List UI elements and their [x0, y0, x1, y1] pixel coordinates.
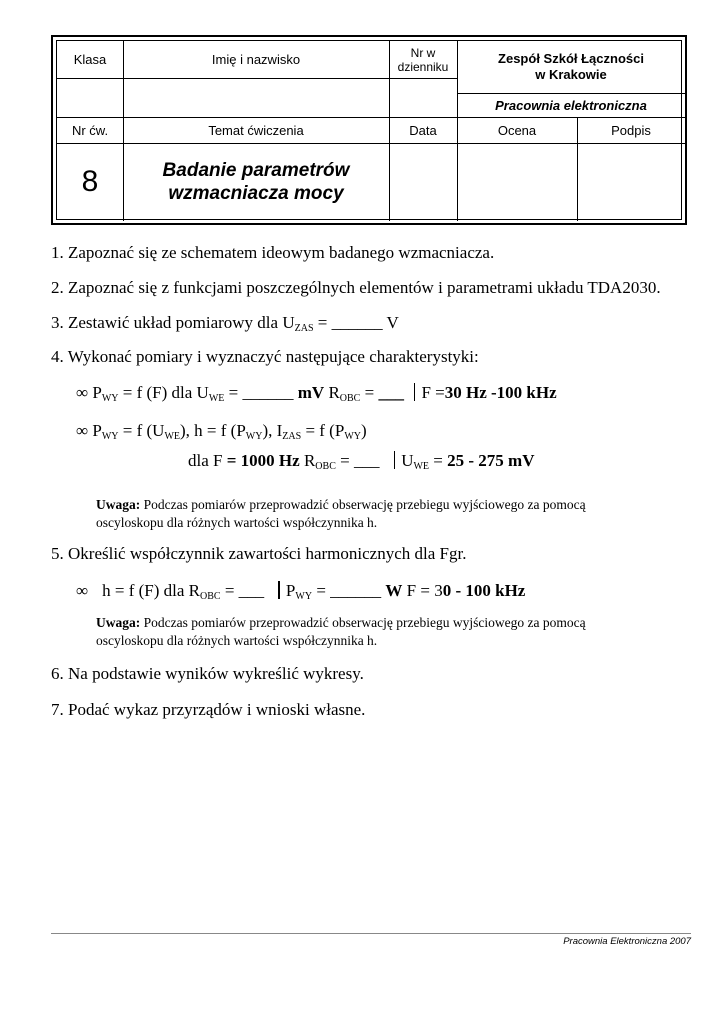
- c2b-r-sub: OBC: [315, 461, 336, 472]
- klasa-label: Klasa: [73, 52, 107, 67]
- exercise-topic: [123, 143, 389, 221]
- c1-u-val: = ______: [224, 383, 298, 402]
- separator-bar: [414, 383, 416, 401]
- footer-divider: [51, 933, 691, 934]
- school-name: [457, 41, 685, 93]
- header-table: [51, 35, 687, 225]
- c1-unit-mv: mV: [297, 383, 325, 402]
- c1-expr: = f (F) dla U: [118, 383, 209, 402]
- journal-number-line1: Nr w: [410, 45, 436, 60]
- lab-name: Pracownia elektroniczna: [495, 97, 647, 113]
- exercise-number-label: Nr ćw.: [71, 122, 109, 138]
- c2-expr2: ), h = f (P: [180, 421, 246, 440]
- c2b-u: U: [401, 451, 414, 470]
- exercise-number: 8: [81, 165, 99, 198]
- journal-number-label: [389, 41, 457, 78]
- c3-p-val: = ______: [312, 581, 386, 600]
- c3-f-value: 0 - 100 kHz: [442, 581, 526, 600]
- characteristic-3: [76, 581, 525, 602]
- c3-expr: h = f (F) dla R: [102, 581, 201, 600]
- grade-label: Ocena: [497, 122, 537, 138]
- c3-p-sub: WY: [295, 591, 313, 602]
- step-6: 6. Na podstawie wyników wykreślić wykresy.: [51, 664, 364, 683]
- c2-expr3: ), I: [262, 421, 283, 440]
- c1-r-blank: ___: [378, 383, 404, 402]
- c1-r-val: =: [360, 383, 379, 402]
- c1-p: P: [88, 383, 102, 402]
- step-3: [51, 313, 399, 334]
- c2-expr5: ): [360, 421, 367, 440]
- c2-i-sub: ZAS: [282, 431, 302, 442]
- infinity-bullet-icon: ∞: [76, 581, 89, 600]
- signature-label: Podpis: [611, 122, 651, 138]
- c2-expr4: = f (P: [301, 421, 345, 440]
- characteristic-2-conditions: [188, 451, 534, 472]
- step-5: 5. Określić współczynnik zawartości harmonicznych dla Fgr.: [51, 544, 467, 563]
- c3-r-sub: OBC: [200, 591, 221, 602]
- c1-f-value: 30 Hz -100 kHz: [444, 383, 557, 402]
- step-2: 2. Zapoznać się z funkcjami poszczególnych elementów i parametrami układu TDA2030.: [51, 278, 661, 297]
- note-1-text: Podczas pomiarów przeprowadzić obserwację przebiegu wyjściowego za pomocą oscyloskopu dla różnych wartości współczynnika h.: [96, 497, 586, 530]
- c1-f-label: F =: [421, 383, 445, 402]
- step-7: 7. Podać wykaz przyrządów i wnioski własne.: [51, 700, 366, 719]
- school-line1: Zespół Szkół Łączności: [498, 51, 644, 66]
- note-2-label: Uwaga:: [96, 615, 141, 630]
- c1-u-sub: WE: [208, 393, 225, 404]
- note-2-text: Podczas pomiarów przeprowadzić obserwację przebiegu wyjściowego za pomocą oscyloskopu dla różnych wartości współczynnika h.: [96, 615, 586, 648]
- journal-number-line2: dzienniku: [397, 59, 449, 74]
- school-line2: w Krakowie: [535, 67, 607, 82]
- c1-r-sub: OBC: [339, 393, 361, 404]
- note-1: [96, 496, 656, 532]
- c3-p: P: [285, 581, 296, 600]
- c2-p3-sub: WY: [344, 431, 361, 442]
- row-divider: [57, 78, 457, 79]
- c2-p-sub: WY: [101, 431, 119, 442]
- c2-u-sub: WE: [164, 431, 180, 442]
- c3-unit-w: W: [385, 581, 403, 600]
- date-label: Data: [409, 122, 437, 138]
- c2b-r-val: = ___: [335, 451, 384, 470]
- footer-text: Pracownia Elektroniczna 2007: [563, 936, 691, 947]
- note-2: [96, 614, 656, 650]
- c3-f-label: F = 3: [402, 581, 443, 600]
- step-4: 4. Wykonać pomiary i wyznaczyć następujące charakterystyki:: [51, 347, 479, 366]
- c2b-u-range: 25 - 275 mV: [447, 451, 535, 470]
- c2-p: P: [88, 421, 102, 440]
- c3-r-val: = ___: [220, 581, 269, 600]
- separator-bar: [278, 581, 280, 599]
- characteristic-2: [76, 421, 367, 442]
- c2b-u-sub: WE: [413, 461, 430, 472]
- step-1: 1. Zapoznać się ze schematem ideowym badanego wzmacniacza.: [51, 243, 495, 262]
- step-3-prefix: 3. Zestawić układ pomiarowy dla U: [51, 313, 295, 332]
- topic-line1: Badanie parametrów: [162, 160, 350, 181]
- step-3-suffix: = ______ V: [313, 313, 399, 332]
- topic-label: Temat ćwiczenia: [208, 122, 304, 138]
- c2b-f-value: = 1000 Hz: [226, 451, 300, 470]
- c2b-r: R: [299, 451, 316, 470]
- c2b-u-eq: =: [429, 451, 448, 470]
- infinity-bullet-icon: ∞: [76, 421, 89, 440]
- c1-p-sub: WY: [101, 393, 119, 404]
- c2-expr1: = f (U: [118, 421, 165, 440]
- infinity-bullet-icon: ∞: [76, 383, 89, 402]
- c1-r: R: [324, 383, 340, 402]
- note-1-label: Uwaga:: [96, 497, 141, 512]
- separator-bar: [394, 451, 396, 469]
- c2-p2-sub: WY: [245, 431, 263, 442]
- topic-line2: wzmacniacza mocy: [168, 183, 344, 204]
- header-table-inner: [56, 40, 682, 220]
- characteristic-1: [76, 383, 557, 404]
- name-label: Imię i nazwisko: [211, 52, 301, 67]
- step-3-sub: ZAS: [294, 323, 314, 334]
- c2b-dla: dla F: [188, 451, 227, 470]
